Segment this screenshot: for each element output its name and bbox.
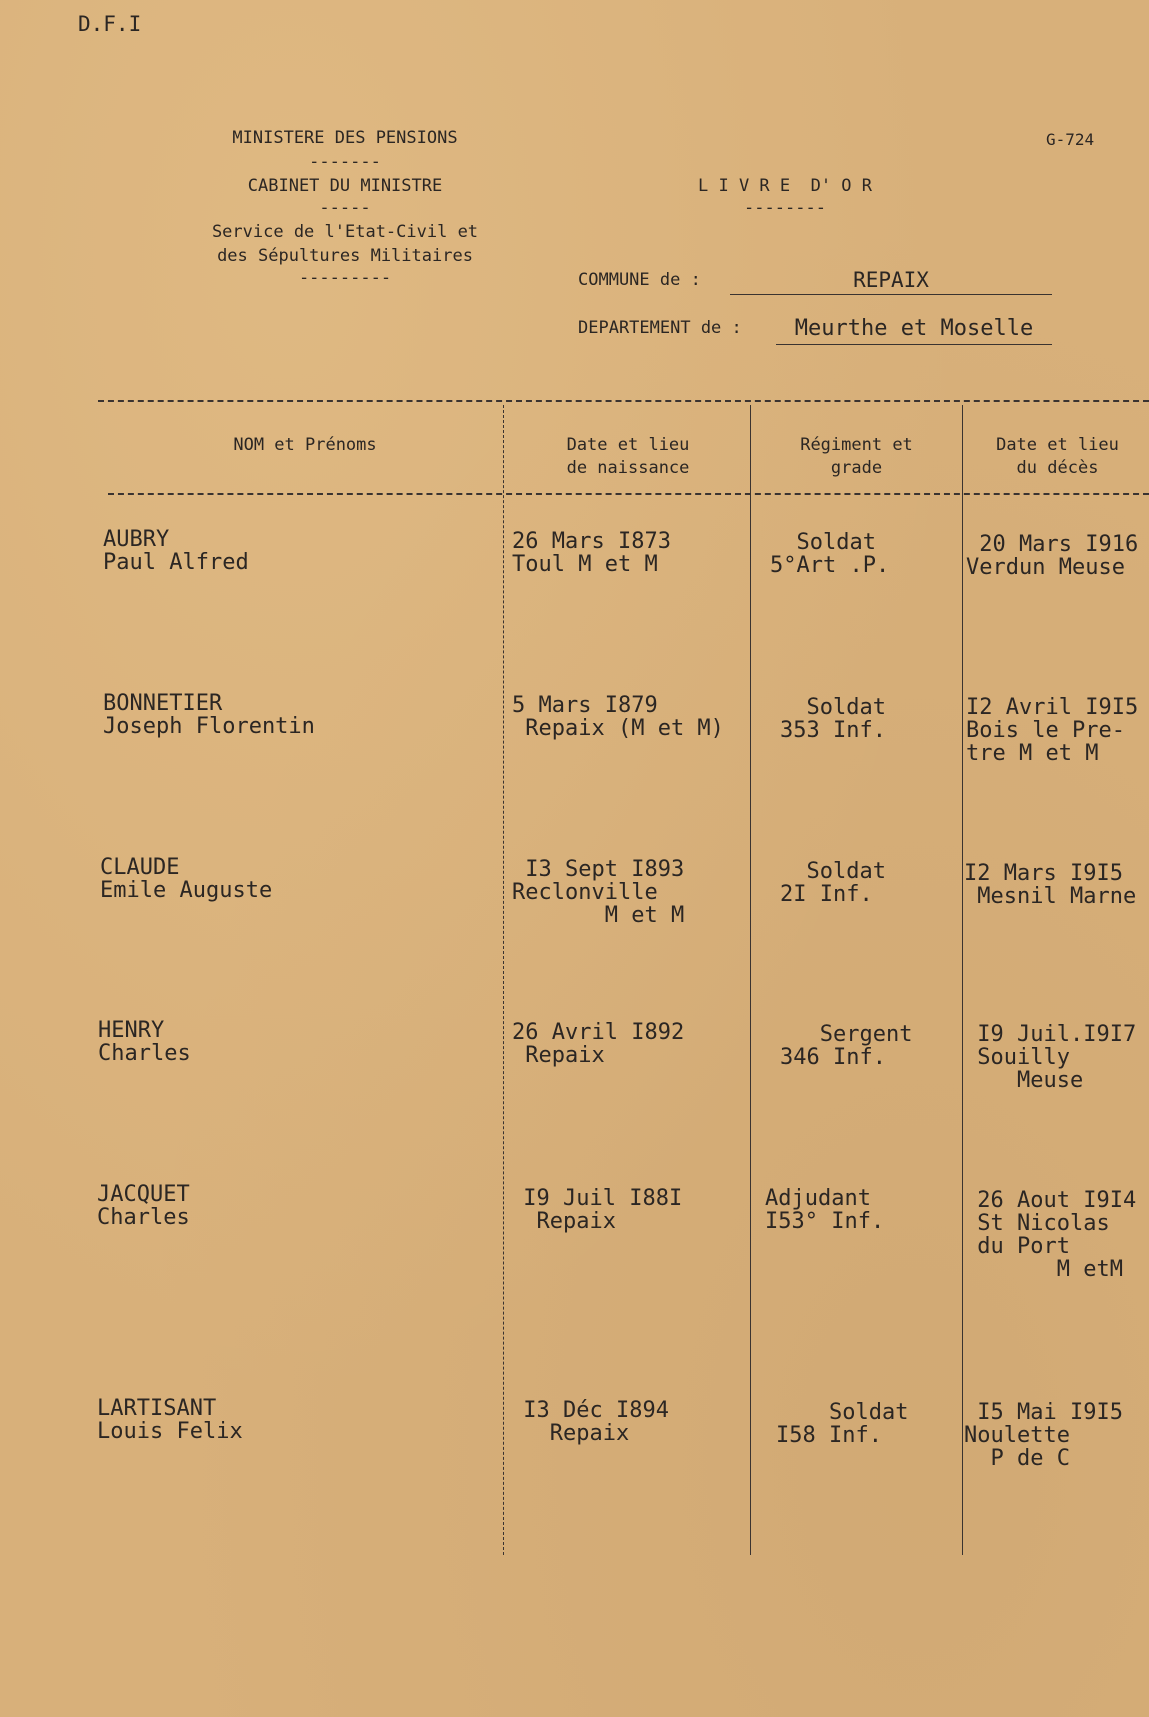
column-header-line: Régiment et <box>800 435 913 455</box>
column-divider <box>503 405 504 1555</box>
record-birth: 26 Mars I873 Toul M et M <box>512 529 671 577</box>
record-death: I2 Avril I9I5 Bois le Pre- tre M et M <box>966 695 1139 766</box>
record-name: JACQUET Charles <box>97 1182 190 1230</box>
column-divider <box>962 405 963 1555</box>
record-name: CLAUDE Emile Auguste <box>100 855 273 903</box>
separator: ----- <box>319 198 371 218</box>
record-name: BONNETIER Joseph Florentin <box>103 691 315 739</box>
column-header-line: Date et lieu <box>996 435 1119 455</box>
record-name: HENRY Charles <box>98 1018 191 1066</box>
livre-dor-title: L I V R E D' O R <box>698 176 872 196</box>
record-death: I2 Mars I9I5 Mesnil Marne <box>964 861 1137 909</box>
document-number: G-724 <box>1046 130 1095 149</box>
column-header-line: de naissance <box>566 458 690 478</box>
column-header-death <box>966 434 1149 480</box>
record-regiment: Soldat 353 Inf. <box>780 695 886 743</box>
column-header-line: NOM et Prénoms <box>233 435 377 455</box>
record-death: I5 Mai I9I5 Noulette P de C <box>964 1400 1123 1471</box>
ministry-heading: MINISTERE DES PENSIONS <box>232 128 458 148</box>
commune-field <box>730 268 1052 295</box>
record-birth: I3 Déc I894 Repaix <box>523 1398 669 1446</box>
corner-mark: D.F.I <box>78 12 142 36</box>
record-birth: I3 Sept I893 Reclonville M et M <box>512 857 685 928</box>
column-header-birth <box>508 434 748 480</box>
record-regiment: Adjudant I53° Inf. <box>765 1186 885 1234</box>
separator: ------- <box>309 152 381 172</box>
record-death: I9 Juil.I9I7 Souilly Meuse <box>977 1022 1137 1093</box>
record-regiment: Soldat 2I Inf. <box>780 859 886 907</box>
column-header-line: Date et lieu <box>566 435 690 455</box>
separator: --------- <box>298 268 392 288</box>
record-name: LARTISANT Louis Felix <box>97 1396 243 1444</box>
record-birth: I9 Juil I88I Repaix <box>523 1186 683 1234</box>
record-death: 20 Mars I916 Verdun Meuse <box>966 532 1139 580</box>
record-regiment: Sergent 346 Inf. <box>780 1022 913 1070</box>
record-death: 26 Aout I9I4 St Nicolas du Port M etM <box>977 1188 1137 1282</box>
record-regiment: Soldat 5°Art .P. <box>770 530 890 578</box>
column-header-name <box>110 434 500 457</box>
record-birth: 26 Avril I892 Repaix <box>512 1020 685 1068</box>
commune-label: COMMUNE de : <box>578 270 701 290</box>
record-birth: 5 Mars I879 Repaix (M et M) <box>512 693 724 741</box>
service-line-1: Service de l'Etat-Civil et <box>211 222 479 242</box>
commune-value: REPAIX <box>853 268 929 292</box>
separator: -------- <box>744 198 826 218</box>
record-name: AUBRY Paul Alfred <box>103 527 249 575</box>
column-divider <box>750 405 751 1555</box>
department-field <box>776 316 1052 345</box>
service-line-2: des Sépultures Militaires <box>217 246 473 266</box>
column-header-line: grade <box>830 458 883 478</box>
department-value: Meurthe et Moselle <box>794 316 1034 341</box>
table-header-rule <box>108 493 1149 495</box>
column-header-regiment <box>754 434 959 480</box>
table-top-rule <box>98 400 1149 402</box>
record-regiment: Soldat I58 Inf. <box>776 1400 909 1448</box>
cabinet-heading: CABINET DU MINISTRE <box>247 176 443 196</box>
column-header-line: du décès <box>1016 458 1099 478</box>
department-label: DEPARTEMENT de : <box>578 318 742 338</box>
